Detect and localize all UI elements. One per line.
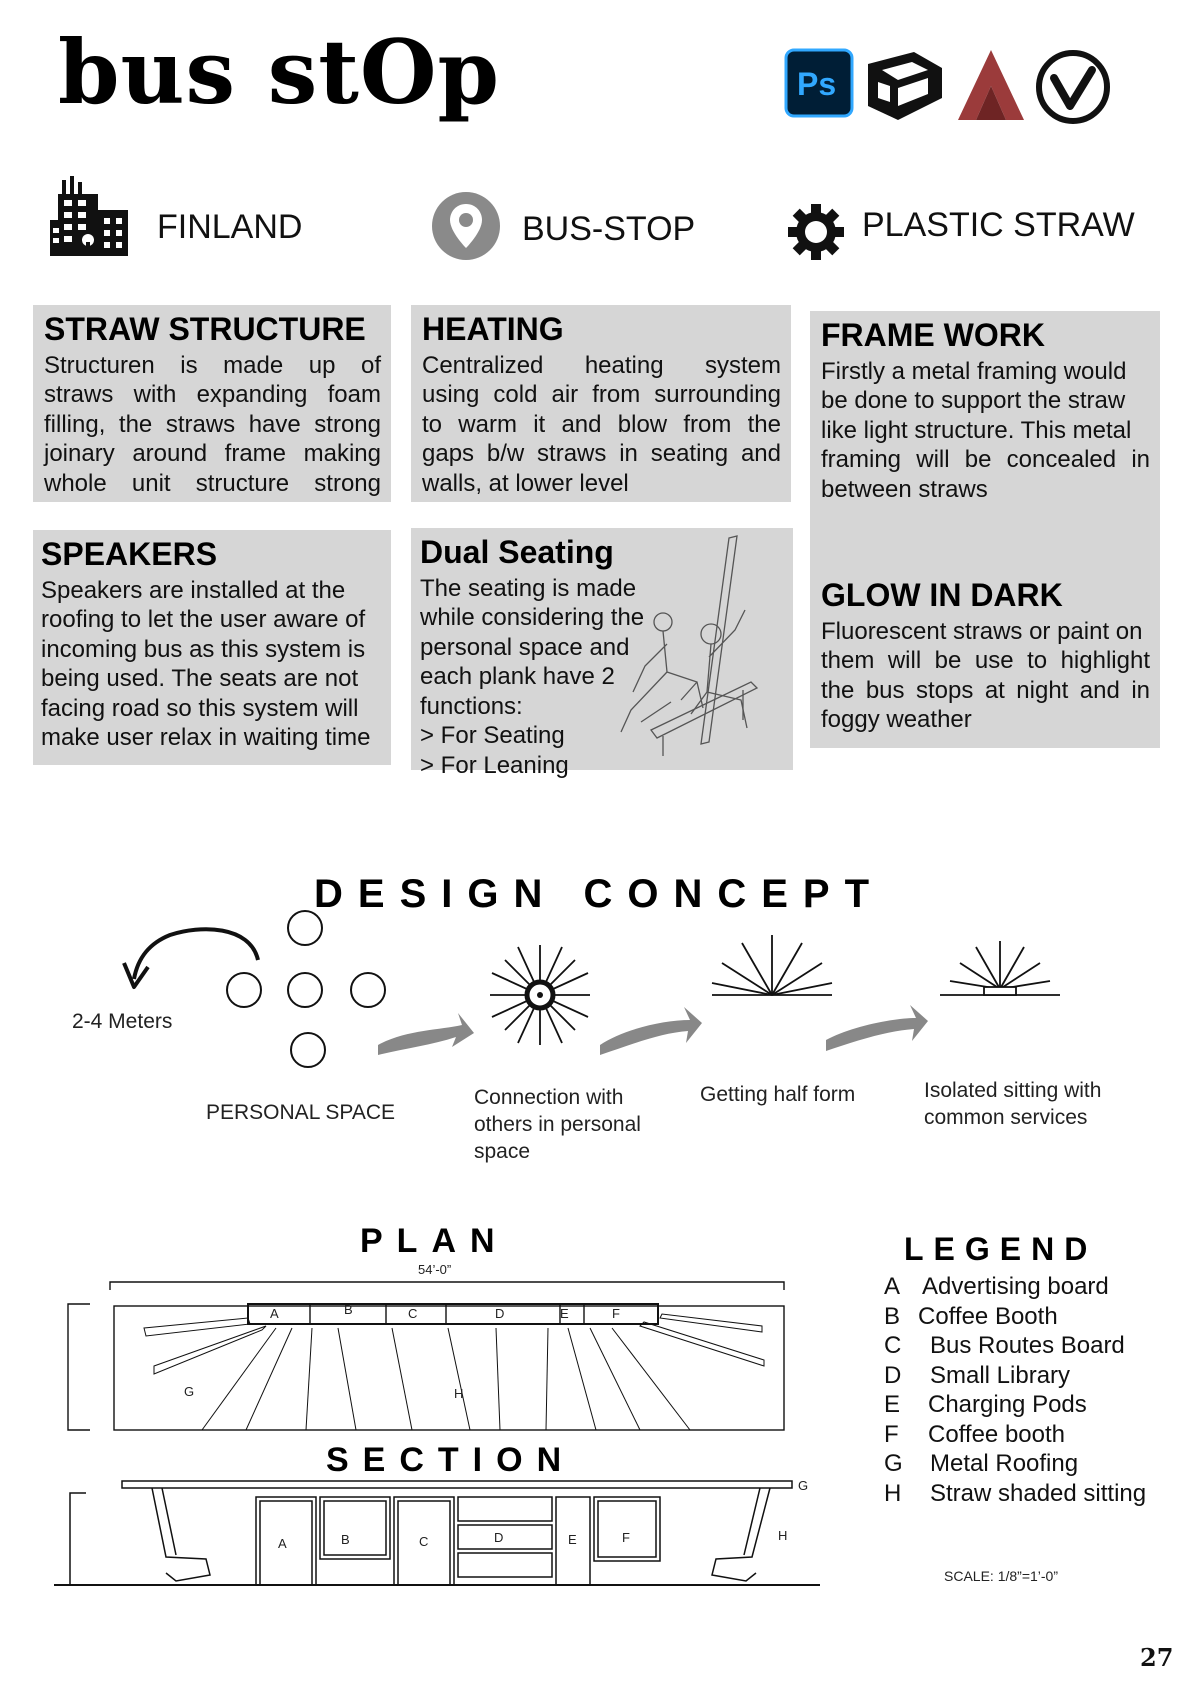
legend-item: B Coffee Booth: [884, 1302, 1058, 1330]
vray-icon: [1034, 48, 1112, 118]
isolated-caption: Isolated sitting with common services: [924, 1079, 1102, 1129]
legend-item: E Charging Pods: [884, 1391, 1087, 1418]
material-type: PLASTIC STRAW: [862, 206, 1135, 244]
straw-structure-box: [33, 305, 391, 502]
legend-item: G Metal Roofing: [884, 1450, 1079, 1477]
box-line: walls, at lower level: [422, 469, 629, 497]
plan-title: PLAN: [360, 1222, 509, 1260]
box-line: The seating is made: [420, 574, 637, 602]
section-bay-label: A: [278, 1536, 287, 1551]
legend-title: LEGEND: [904, 1231, 1098, 1267]
section-roof-label: G: [798, 1478, 809, 1493]
box-line: incoming bus as this system is: [41, 635, 366, 663]
plan-bay-label: C: [408, 1306, 418, 1321]
plan-drawing: [0, 1270, 800, 1440]
speakers-box: [33, 530, 391, 765]
legend-list: [884, 1272, 1164, 1508]
plan-zone-label: G: [184, 1384, 195, 1399]
box-line: whole unit structure strong: [44, 469, 381, 497]
autocad-icon: [956, 48, 1026, 118]
project-type: BUS-STOP: [522, 210, 696, 248]
box-line: > For Leaning: [420, 751, 569, 779]
svg-text:Ps: Ps: [797, 66, 837, 102]
section-bay-label: D: [494, 1530, 504, 1545]
plan-zone-label: H: [454, 1386, 464, 1401]
box-heading: Dual Seating: [420, 534, 614, 570]
heating-box: [411, 305, 791, 502]
box-line: Centralized heating system: [422, 351, 781, 379]
box-line: joinary around frame making: [44, 440, 381, 468]
box-line: roofing to let the user aware of: [41, 606, 366, 634]
box-line: straws with expanding foam: [44, 381, 381, 409]
distance-label: 2-4 Meters: [72, 1010, 173, 1033]
box-line: them will be use to highlight: [821, 647, 1150, 675]
box-line: Firstly a metal framing would: [821, 357, 1127, 385]
photoshop-icon: [784, 48, 854, 118]
box-line: framing will be concealed in: [821, 446, 1150, 474]
box-line: Fluorescent straws or paint on: [821, 617, 1143, 645]
flow-arrows: [378, 1005, 928, 1055]
box-line: facing road so this system will: [41, 694, 359, 722]
dual-seating-box: [411, 528, 793, 779]
connection-caption: Connection with others in personal space: [474, 1086, 641, 1163]
plan-bay-label: D: [495, 1306, 505, 1321]
sketchup-icon: [864, 48, 946, 118]
box-heading: HEATING: [422, 311, 564, 347]
box-line: each plank have 2: [420, 663, 615, 691]
box-line: Speakers are installed at the: [41, 576, 346, 604]
half-form-burst: [712, 935, 832, 995]
design-concept-diagram: [0, 905, 1100, 1080]
box-line: gaps b/w straws in seating and: [422, 440, 781, 468]
box-line: using cold air from surrounding: [422, 381, 781, 409]
box-line: Structuren is made up of: [44, 351, 381, 379]
page-number: 27: [1140, 1643, 1174, 1672]
section-title: SECTION: [326, 1441, 576, 1479]
half-form-caption: Getting half form: [700, 1083, 856, 1106]
box-line: be done to support the straw: [821, 387, 1126, 415]
personal-space-caption: PERSONAL SPACE: [206, 1101, 396, 1124]
scale-note: SCALE: 1/8”=1’-0”: [944, 1568, 1058, 1584]
section-bay-label: B: [341, 1532, 350, 1547]
gear-icon: [786, 202, 846, 267]
plan-bay-label: F: [612, 1306, 620, 1321]
box-line: to warm it and blow from the: [422, 410, 781, 438]
section-bay-label: C: [419, 1534, 429, 1549]
box-line: personal space and: [420, 633, 630, 661]
legend-item: F Coffee booth: [884, 1420, 1066, 1448]
city-buildings-icon: [48, 174, 132, 263]
box-line: the bus stops at night and in: [821, 676, 1150, 704]
location-country: FINLAND: [157, 208, 303, 246]
seating-sketch: [611, 532, 791, 767]
plan-bay-label: E: [560, 1306, 569, 1321]
personal-space-circles: [227, 911, 385, 1067]
box-heading: SPEAKERS: [41, 536, 218, 572]
box-line: foggy weather: [821, 706, 972, 734]
box-heading: FRAME WORK: [821, 317, 1045, 353]
section-drawing: [0, 1475, 820, 1595]
box-line: filling, the straws have strong: [44, 410, 381, 438]
box-heading: STRAW STRUCTURE: [44, 311, 366, 347]
box-line: like light structure. This metal: [821, 416, 1132, 444]
legend-item: A Advertising board: [884, 1273, 1109, 1300]
page-title: bus stOp: [58, 20, 501, 124]
box-heading: GLOW IN DARK: [821, 577, 1063, 614]
box-line: make user relax in waiting time: [41, 724, 371, 752]
box-line: functions:: [420, 692, 523, 720]
box-line: being used. The seats are not: [41, 665, 359, 693]
section-bay-label: E: [568, 1532, 577, 1547]
plan-bay-label: A: [270, 1306, 279, 1321]
box-line: between straws: [821, 475, 988, 503]
section-bay-label: F: [622, 1530, 630, 1545]
frame-work-box: [810, 311, 1160, 748]
distance-arrow-icon: [124, 929, 258, 987]
design-concept-title: DESIGN CONCEPT: [314, 872, 885, 916]
box-line: while considering the: [420, 604, 645, 632]
plan-bay-label: B: [344, 1302, 353, 1317]
location-pin-icon: [430, 190, 502, 267]
box-line: > For Seating: [420, 722, 565, 750]
section-seat-label: H: [778, 1528, 788, 1543]
legend-item: D Small Library: [884, 1361, 1071, 1389]
plan-dimension: 54’-0”: [418, 1262, 452, 1277]
legend-item: C Bus Routes Board: [884, 1332, 1125, 1359]
legend-item: H Straw shaded sitting: [884, 1479, 1147, 1507]
